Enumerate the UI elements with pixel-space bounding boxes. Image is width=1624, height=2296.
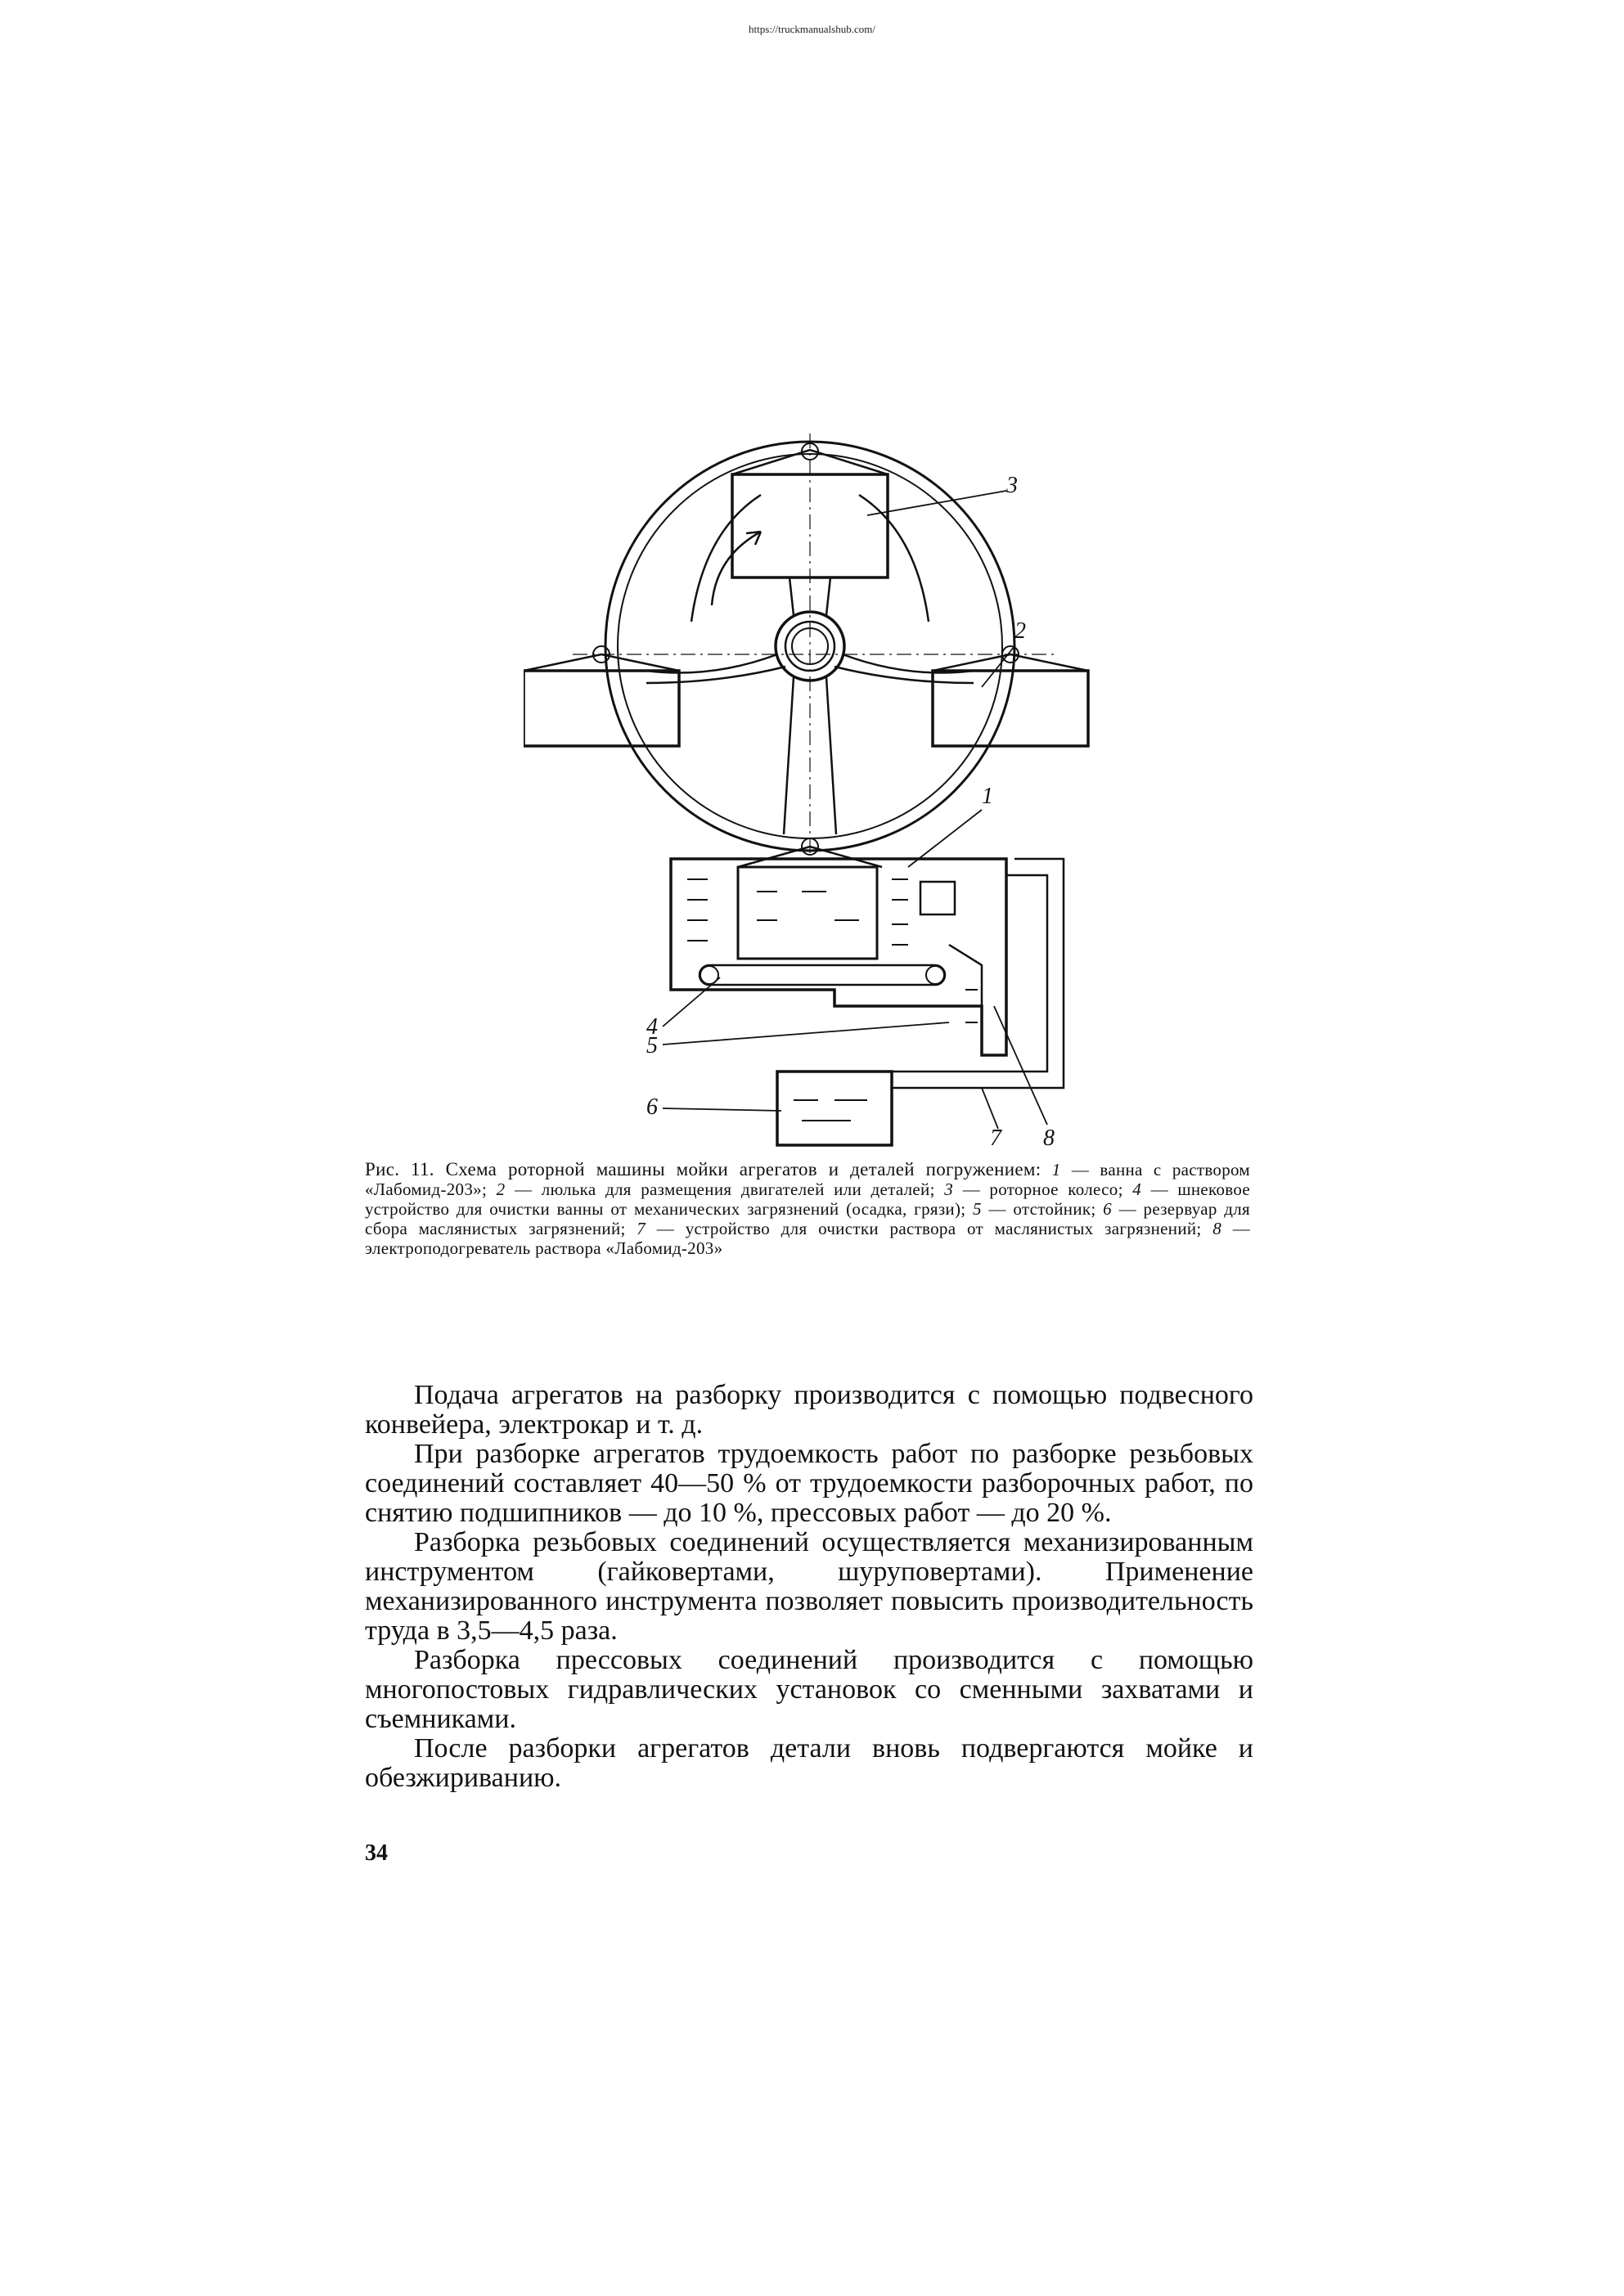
caption-item-6-text: — резервуар для сбора маслянистых загрязнений; — [365, 1199, 1251, 1238]
leader-lines — [663, 491, 1047, 1129]
paragraph-3: Разборка резьбовых соединений осуществляется механизированным инструментом (гайковертами, шуруповертами). Применение механизированного инструмента позволяет повысить производительность труда в 3,5—4,5 раза. — [365, 1527, 1253, 1646]
caption-item-2-num: 2 — [496, 1179, 506, 1199]
header-url[interactable]: https://truckmanualshub.com/ — [749, 23, 875, 35]
callout-8: 8 — [1043, 1126, 1055, 1151]
callout-4: 4 — [646, 1014, 658, 1040]
paragraph-4: Разборка прессовых соединений производится с помощью многопостовых гидравлических установок со сменными захватами и съемниками. — [365, 1645, 1253, 1734]
caption-item-5-num: 5 — [973, 1199, 982, 1219]
caption-item-6-num: 6 — [1103, 1199, 1112, 1219]
paragraph-5: После разборки агрегатов детали вновь подвергаются мойке и обезжириванию. — [365, 1733, 1253, 1793]
caption-item-1-text: — ванна с раствором «Лабомид-203»; — [365, 1160, 1250, 1199]
callout-7: 7 — [990, 1126, 1001, 1151]
body-text — [365, 1381, 1253, 1793]
caption-item-5-text: — отстойник; — [981, 1199, 1104, 1219]
caption-item-8-num: 8 — [1212, 1219, 1222, 1238]
rotation-arrow — [712, 532, 761, 605]
callout-2: 2 — [1014, 618, 1026, 644]
page-number: 34 — [365, 1840, 388, 1866]
reservoir — [777, 1072, 892, 1145]
rotor-wheel-inner — [618, 454, 1002, 838]
caption-item-4-num: 4 — [1132, 1179, 1142, 1199]
callout-3: 3 — [1006, 473, 1018, 498]
heater — [920, 882, 955, 914]
figure-caption — [365, 1160, 1250, 1258]
caption-item-3-text: — роторное колесо; — [953, 1179, 1133, 1199]
paragraph-1: Подача агрегатов на разборку производится с помощью подвесного конвейера, электрокар и т. д. — [365, 1380, 1253, 1440]
settler — [949, 945, 982, 1055]
paragraph-2: При разборке агрегатов трудоемкость работ по разборке резьбовых соединений составляет 40—50 % от трудоемкости разборочных работ, по снятию подшипников — до 10 %, прессовых работ — до 20 %. — [365, 1439, 1253, 1528]
caption-item-1-num: 1 — [1051, 1160, 1061, 1179]
diagram-svg — [524, 434, 1096, 1153]
rotary-washer-diagram — [524, 434, 1096, 1153]
caption-item-2-text: — люлька для размещения двигателей или деталей; — [505, 1179, 945, 1199]
auger — [700, 965, 945, 985]
callout-5: 5 — [646, 1033, 658, 1058]
caption-item-3-num: 3 — [944, 1179, 954, 1199]
caption-item-7-text: — устройство для очистки раствора от маслянистых загрязнений; — [646, 1219, 1213, 1238]
cleaning-pipe — [892, 859, 1064, 1088]
callout-6: 6 — [646, 1094, 658, 1120]
caption-item-8-text: — электроподогреватель раствора «Лабомид-203» — [365, 1219, 1250, 1258]
caption-item-7-num: 7 — [637, 1219, 646, 1238]
callout-1: 1 — [982, 784, 993, 809]
caption-item-4-text: — шнековое устройство для очистки ванны от механических загрязнений (осадка, грязи); — [365, 1179, 1251, 1219]
cradle-bottom — [738, 867, 877, 959]
caption-lead: Рис. 11. Схема роторной машины мойки агрегатов и деталей погружением: — [365, 1159, 1041, 1179]
bath — [671, 859, 1006, 1055]
